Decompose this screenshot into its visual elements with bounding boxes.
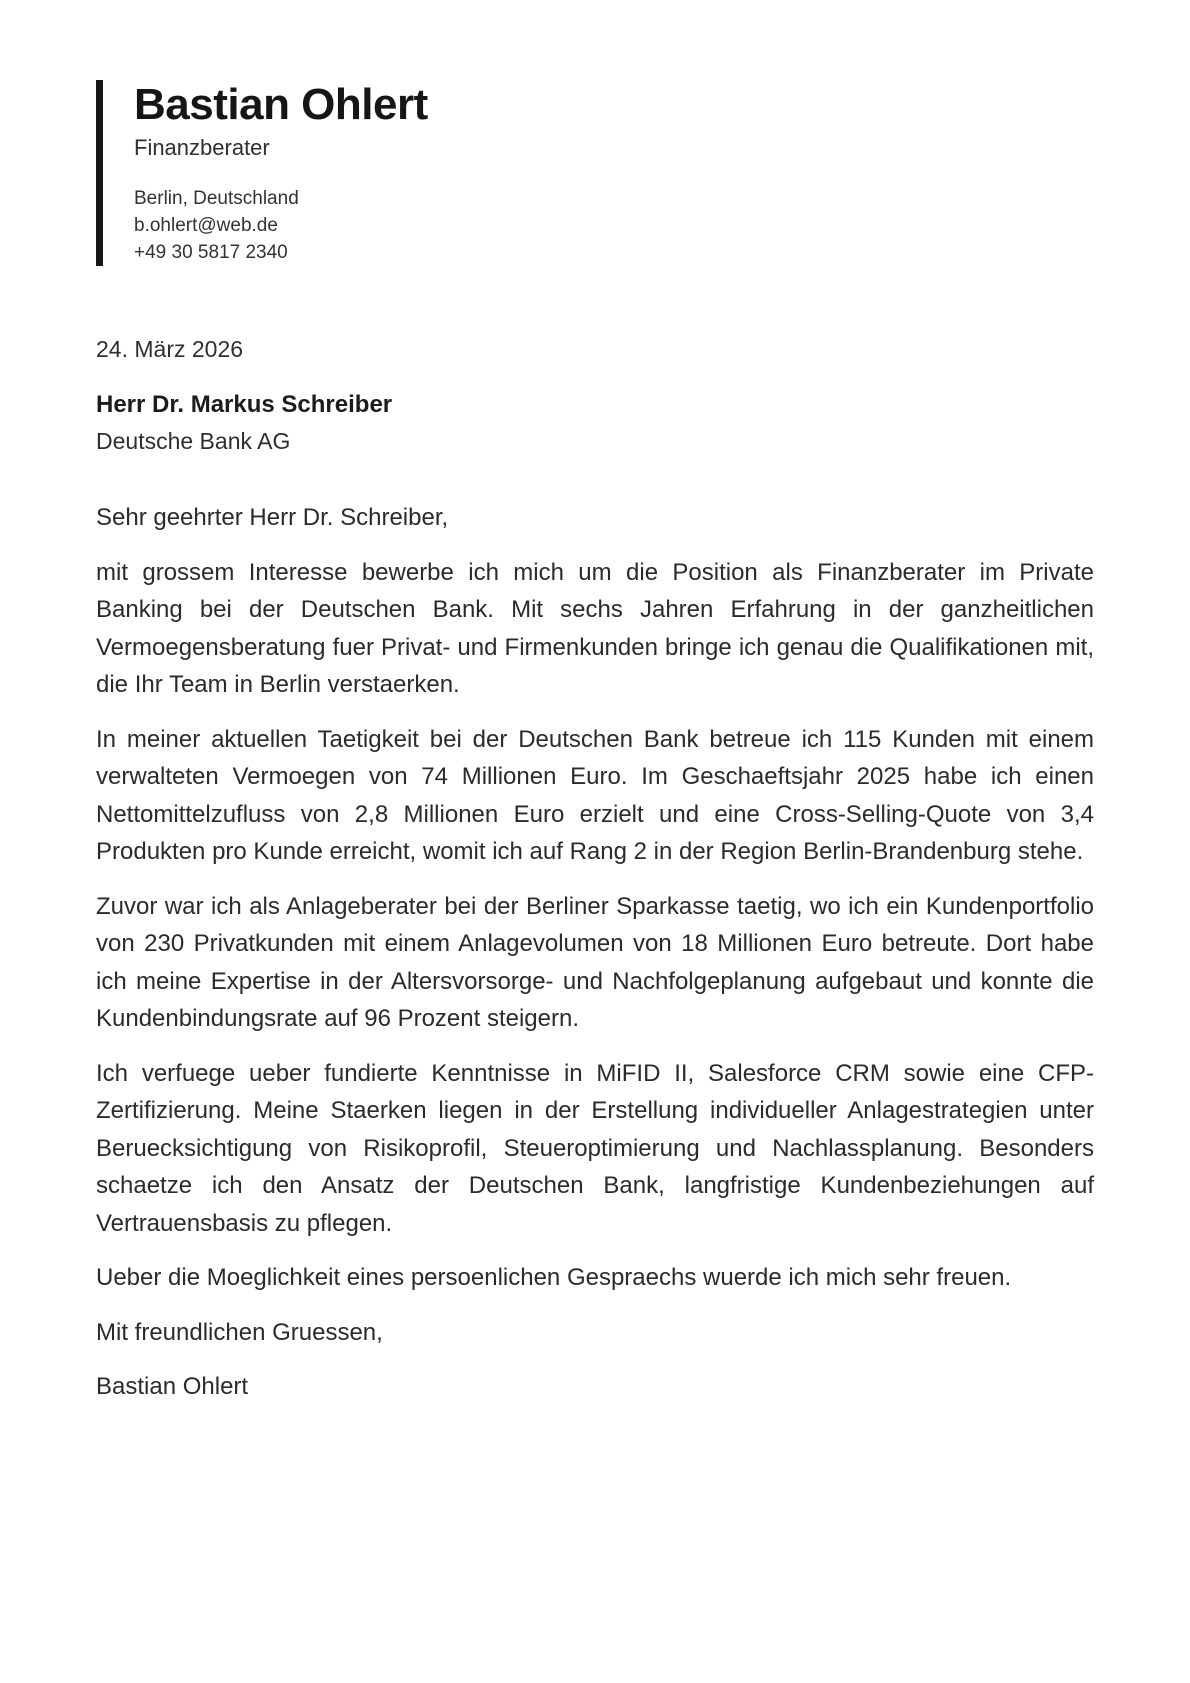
applicant-email: b.ohlert@web.de: [134, 215, 278, 237]
recipient-block: [96, 389, 1094, 457]
letterhead-text: [134, 80, 428, 266]
closing-line: Mit freundlichen Gruessen,: [96, 1318, 383, 1346]
body-paragraph: Ueber die Moeglichkeit eines persoenlichen Gespraechs wuerde ich mich sehr freuen.: [96, 1264, 1012, 1292]
signature-name: Bastian Ohlert: [96, 1373, 249, 1401]
recipient-company: Deutsche Bank AG: [96, 428, 291, 455]
body-paragraph: In meiner aktuellen Taetigkeit bei der Deutschen Bank betreue ich 115 Kunden mit einem verwalteten Vermoegen von 74 Millionen Euro. Im Geschaeftsjahr 2025 habe ich einen Nettomittelzufluss von 2,8 Millionen Euro erzielt und eine Cross-Selling-Quote von 3,4 Produkten pro Kunde erreicht, womit ich auf Rang 2 in der Region Berlin-Brandenburg stehe.: [96, 725, 1094, 866]
body-paragraph: Ich verfuege ueber fundierte Kenntnisse in MiFID II, Salesforce CRM sowie eine CFP-Zertifizierung. Meine Staerken liegen in der Erstellung individueller Anlagestrategien unter Beruecksichtigung von Risikoprofil, Steueroptimierung und Nachlassplanung. Besonders schaetze ich den Ansatz der Deutschen Bank, langfristige Kundenbeziehungen auf Vertrauensbasis zu pflegen.: [96, 1059, 1094, 1237]
salutation: Sehr geehrter Herr Dr. Schreiber,: [96, 504, 449, 532]
applicant-location: Berlin, Deutschland: [134, 188, 299, 210]
body-paragraph: mit grossem Interesse bewerbe ich mich um die Position als Finanzberater im Private Banking bei der Deutschen Bank. Mit sechs Jahren Erfahrung in der ganzheitlichen Vermoegensberatung fuer Privat- und Firmenkunden bringe ich genau die Qualifikationen mit, die Ihr Team in Berlin verstaerken.: [96, 558, 1094, 699]
applicant-name: Bastian Ohlert: [134, 80, 428, 129]
contact-block: [134, 185, 428, 266]
body-paragraph: Zuvor war ich als Anlageberater bei der Berliner Sparkasse taetig, wo ich ein Kundenportfolio von 230 Privatkunden mit einem Anlagevolumen von 18 Millionen Euro betreute. Dort habe ich meine Expertise in der Altersvorsorge- und Nachfolgeplanung aufgebaut und konnte die Kundenbindungsrate auf 96 Prozent steigern.: [96, 892, 1094, 1033]
recipient-name: Herr Dr. Markus Schreiber: [96, 391, 393, 419]
accent-bar: [96, 80, 103, 266]
applicant-phone: +49 30 5817 2340: [134, 242, 288, 264]
applicant-job-title: Finanzberater: [134, 134, 270, 160]
letter-date: 24. März 2026: [96, 336, 244, 363]
letterhead: [96, 80, 1094, 266]
letter-body: [96, 499, 1094, 1406]
